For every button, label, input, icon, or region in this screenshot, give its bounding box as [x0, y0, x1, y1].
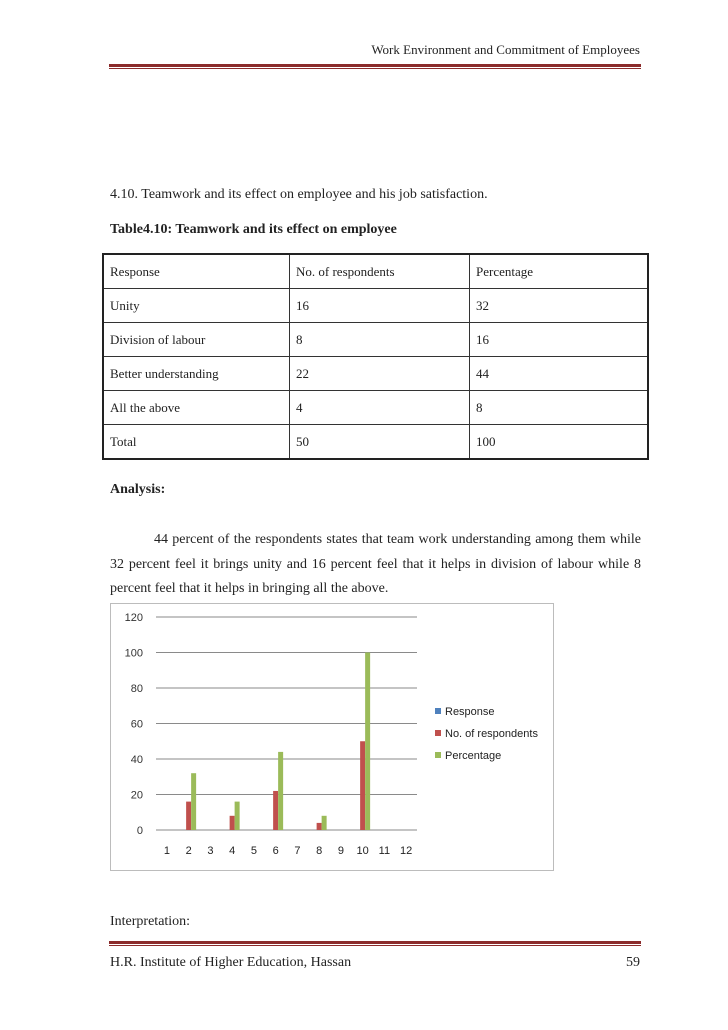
table-cell: 8 [470, 391, 649, 425]
table-cell: 4 [290, 391, 470, 425]
y-tick-label: 40 [130, 754, 143, 766]
table-header-row [103, 254, 648, 289]
table-caption: Table4.10: Teamwork and its effect on employee [110, 222, 397, 237]
table-row [103, 323, 648, 357]
x-tick-label: 8 [316, 845, 323, 857]
table-row [103, 357, 648, 391]
table-cell: 44 [470, 357, 649, 391]
running-header-title: Work Environment and Commitment of Employees [371, 42, 640, 57]
bar-no-of-respondents [273, 791, 278, 830]
header-rule [109, 64, 641, 69]
table-cell: Total [103, 425, 290, 460]
x-tick-label: 9 [337, 845, 344, 857]
x-tick-label: 5 [250, 845, 257, 857]
analysis-heading: Analysis: [110, 482, 166, 497]
x-tick-label: 11 [378, 845, 391, 857]
bar-no-of-respondents [360, 741, 365, 830]
table-header-cell: No. of respondents [290, 254, 470, 289]
bar-percentage [365, 653, 370, 831]
bar-percentage [278, 752, 283, 830]
table-cell: 16 [290, 289, 470, 323]
x-tick-label: 6 [272, 845, 279, 857]
table-cell: Division of labour [103, 323, 290, 357]
table-header-cell: Percentage [470, 254, 649, 289]
table-cell: 32 [470, 289, 649, 323]
table-cell: 50 [290, 425, 470, 460]
table-row-total [103, 425, 648, 460]
bar-percentage [191, 773, 196, 830]
response-table [102, 253, 649, 460]
bar-percentage [235, 802, 240, 830]
table-cell: All the above [103, 391, 290, 425]
legend-label: Percentage [445, 750, 502, 762]
y-tick-label: 100 [124, 647, 143, 660]
x-tick-label: 4 [229, 845, 236, 857]
page-number: 59 [626, 955, 640, 970]
x-tick-label: 12 [400, 845, 413, 857]
table-row [103, 391, 648, 425]
footer-rule [109, 941, 641, 946]
bar-chart [110, 603, 554, 871]
x-tick-label: 7 [294, 845, 301, 857]
bar-chart-svg [111, 604, 553, 870]
bar-percentage [322, 816, 327, 830]
footer-institution: H.R. Institute of Higher Education, Hassan [110, 955, 352, 970]
legend-label: No. of respondents [445, 728, 538, 740]
x-tick-label: 1 [163, 845, 170, 857]
y-tick-label: 80 [130, 683, 143, 695]
x-tick-label: 3 [207, 845, 214, 857]
legend-swatch [435, 708, 441, 714]
x-tick-label: 2 [185, 845, 192, 857]
table-cell: Better understanding [103, 357, 290, 391]
table-header-cell: Response [103, 254, 290, 289]
section-heading: 4.10. Teamwork and its effect on employee and his job satisfaction. [110, 187, 488, 202]
x-tick-label: 10 [356, 845, 369, 857]
y-tick-label: 120 [124, 612, 143, 624]
interpretation-label: Interpretation: [110, 914, 191, 929]
bar-no-of-respondents [230, 816, 235, 830]
y-tick-label: 60 [130, 718, 143, 731]
legend-swatch [435, 730, 441, 736]
y-tick-label: 20 [130, 789, 143, 802]
table-cell: 8 [290, 323, 470, 357]
table-cell: 22 [290, 357, 470, 391]
bar-no-of-respondents [186, 802, 191, 830]
table-row [103, 289, 648, 323]
legend-label: Response [445, 706, 495, 718]
bar-no-of-respondents [317, 823, 322, 830]
legend-swatch [435, 752, 441, 758]
table-cell: Unity [103, 289, 290, 323]
analysis-paragraph: 44 percent of the respondents states that team work understanding among them while 32 percent feel it brings unity and 16 percent feel that it helps in division of labour while 8 percent feel that it helps in bringing all the above. [110, 532, 641, 596]
table-cell: 16 [470, 323, 649, 357]
y-tick-label: 0 [136, 825, 143, 837]
table-cell: 100 [470, 425, 649, 460]
